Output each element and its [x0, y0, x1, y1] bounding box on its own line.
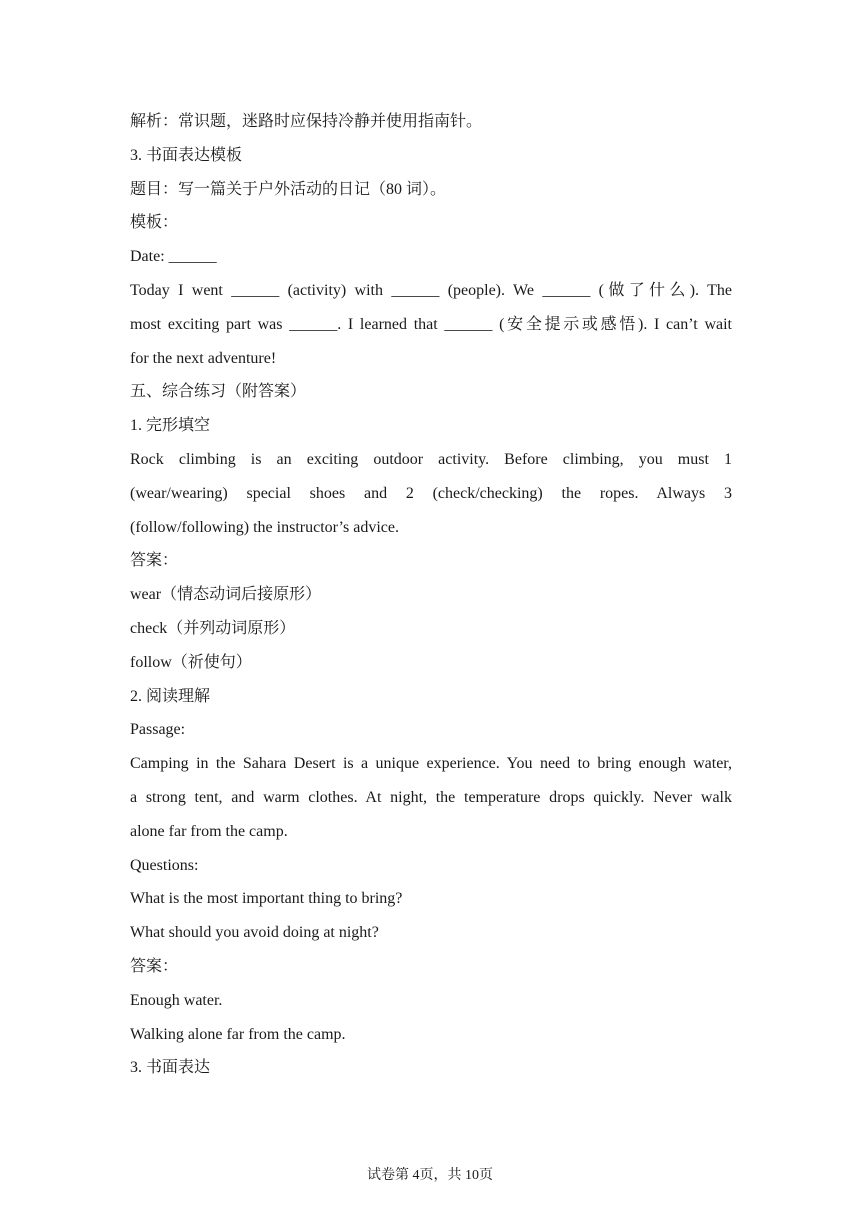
answer-label: 答案： [130, 957, 179, 975]
passage-line: alone far from the camp. [130, 822, 288, 840]
template-label: 模板： [130, 214, 179, 232]
section-heading-exercises: 五、综合练习（附答案） [130, 383, 307, 401]
cloze-paragraph-line: (follow/following) the instructor’s advice. [130, 518, 399, 536]
cloze-paragraph-line: Rock climbing is an exciting outdoor activity. Before climbing, you must 1 [130, 450, 732, 468]
section-heading-writing: 3. 书面表达 [130, 1059, 211, 1077]
answer-item: Walking alone far from the camp. [130, 1025, 346, 1043]
template-paragraph-line: Today I went ______ (activity) with ______ (people). We ______ (做了什么). The [130, 281, 732, 299]
answer-item: follow（祈使句） [130, 653, 252, 671]
question-item: What should you avoid doing at night? [130, 924, 379, 942]
section-heading-cloze: 1. 完形填空 [130, 417, 211, 435]
answer-item: wear（情态动词后接原形） [130, 586, 322, 604]
cloze-paragraph-line: (wear/wearing) special shoes and 2 (check/checking) the ropes. Always 3 [130, 484, 732, 502]
prompt-line: 题目：写一篇关于户外活动的日记（80 词）。 [130, 180, 447, 198]
passage-line: a strong tent, and warm clothes. At night, the temperature drops quickly. Never walk [130, 788, 732, 806]
section-heading-writing-template: 3. 书面表达模板 [130, 146, 243, 164]
questions-label: Questions: [130, 856, 199, 874]
page-footer: 试卷第 4页，共 10页 [367, 1168, 493, 1183]
answer-item: check（并列动词原形） [130, 619, 296, 637]
passage-label: Passage: [130, 721, 186, 739]
passage-line: Camping in the Sahara Desert is a unique experience. You need to bring enough water, [130, 755, 732, 773]
document-body [130, 105, 732, 1085]
question-item: What is the most important thing to bring? [130, 890, 403, 908]
template-paragraph-line: for the next adventure! [130, 349, 277, 367]
template-paragraph-line: most exciting part was ______. I learned that ______ (安全提示或感悟). I can’t wait [130, 315, 732, 333]
answer-item: Enough water. [130, 991, 223, 1009]
answer-label: 答案： [130, 552, 179, 570]
template-date-line: Date: ______ [130, 248, 217, 266]
analysis-line: 解析：常识题，迷路时应保持冷静并使用指南针。 [130, 113, 483, 130]
section-heading-reading: 2. 阅读理解 [130, 687, 211, 705]
